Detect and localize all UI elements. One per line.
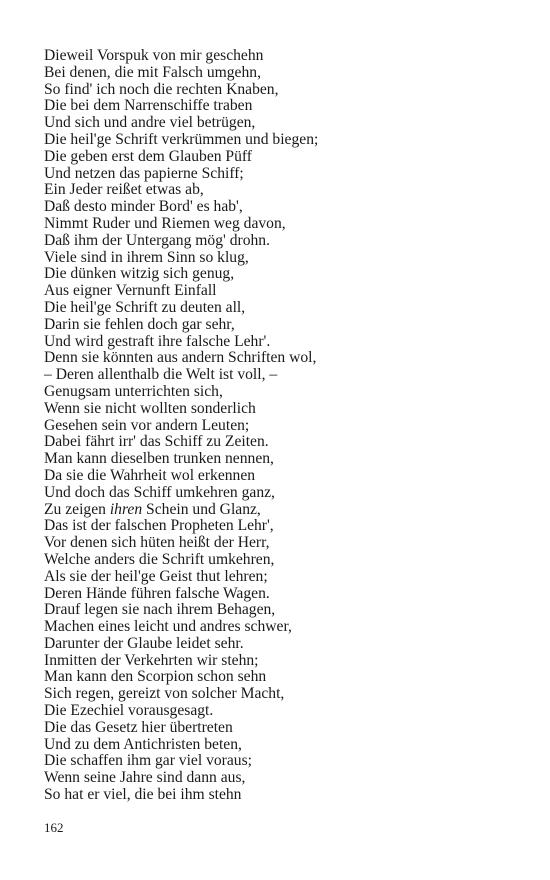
poem-line-text: Machen eines leicht und andres schwer, bbox=[44, 618, 292, 636]
page-number: 162 bbox=[44, 820, 64, 835]
poem-line-text: Genugsam unterrichten sich, bbox=[44, 382, 223, 400]
poem-line-text: Die Ezechiel vorausgesagt. bbox=[44, 702, 214, 720]
poem-line bbox=[44, 787, 514, 804]
poem-line bbox=[44, 266, 514, 283]
poem-line bbox=[44, 737, 514, 754]
poem-text bbox=[44, 48, 514, 804]
poem-line-text: Deren Hände führen falsche Wagen. bbox=[44, 584, 270, 602]
poem-line-text: Daß ihm der Untergang mög' drohn. bbox=[44, 231, 270, 249]
poem-line-text: Drauf legen sie nach ihrem Behagen, bbox=[44, 601, 276, 619]
poem-line-text: Das ist der falschen Propheten Lehr', bbox=[44, 517, 274, 535]
poem-line bbox=[44, 199, 514, 216]
poem-line-text: Und sich und andre viel betrügen, bbox=[44, 114, 256, 132]
poem-line bbox=[44, 166, 514, 183]
poem-line-text: Gesehen sein vor andern Leuten; bbox=[44, 416, 250, 434]
poem-line-text: Bei denen, die mit Falsch umgehn, bbox=[44, 63, 261, 81]
poem-line-text: Und zu dem Antichristen beten, bbox=[44, 735, 242, 753]
poem-line-text: Dabei fährt irr' das Schiff zu Zeiten. bbox=[44, 433, 269, 451]
poem-line bbox=[44, 502, 514, 519]
poem-line-text: Inmitten der Verkehrten wir stehn; bbox=[44, 651, 259, 669]
poem-line-text: Sich regen, gereizt von solcher Macht, bbox=[44, 685, 285, 703]
poem-line-text: Viele sind in ihrem Sinn so klug, bbox=[44, 248, 249, 266]
poem-line bbox=[44, 334, 514, 351]
poem-line-text: Wenn sie nicht wollten sonderlich bbox=[44, 399, 256, 417]
poem-line bbox=[44, 182, 514, 199]
poem-line bbox=[44, 569, 514, 586]
poem-line bbox=[44, 250, 514, 267]
poem-line-text: Man kann den Scorpion schon sehn bbox=[44, 668, 267, 686]
poem-line bbox=[44, 82, 514, 99]
poem-line bbox=[44, 753, 514, 770]
poem-line bbox=[44, 451, 514, 468]
poem-line bbox=[44, 300, 514, 317]
poem-line bbox=[44, 48, 514, 65]
poem-line bbox=[44, 720, 514, 737]
poem-line-text: Darunter der Glaube leidet sehr. bbox=[44, 634, 244, 652]
poem-line bbox=[44, 384, 514, 401]
poem-line-text: Und doch das Schiff umkehren ganz, bbox=[44, 483, 275, 501]
poem-line-text: Und netzen das papierne Schiff; bbox=[44, 164, 244, 182]
poem-line-text: Welche anders die Schrift umkehren, bbox=[44, 550, 275, 568]
poem-line-text: Die schaffen ihm gar viel voraus; bbox=[44, 752, 252, 770]
poem-line bbox=[44, 518, 514, 535]
poem-line-text: Die heil'ge Schrift zu deuten all, bbox=[44, 298, 246, 316]
poem-line-text: Ein Jeder reißet etwas ab, bbox=[44, 181, 204, 199]
poem-line-text: Die bei dem Narrenschiffe traben bbox=[44, 97, 253, 115]
poem-line-text: So hat er viel, die bei ihm stehn bbox=[44, 786, 242, 804]
poem-line bbox=[44, 468, 514, 485]
poem-line bbox=[44, 367, 514, 384]
poem-line bbox=[44, 586, 514, 603]
poem-line bbox=[44, 552, 514, 569]
poem-line bbox=[44, 65, 514, 82]
poem-line-text: Darin sie fehlen doch gar sehr, bbox=[44, 315, 235, 333]
poem-line-text: Nimmt Ruder und Riemen weg davon, bbox=[44, 214, 286, 232]
poem-line-text: Vor denen sich hüten heißt der Herr, bbox=[44, 534, 270, 552]
poem-line bbox=[44, 770, 514, 787]
poem-line-text: Schein und Glanz, bbox=[142, 500, 261, 518]
poem-line bbox=[44, 317, 514, 334]
poem-line-text: Die dünken witzig sich genug, bbox=[44, 265, 235, 283]
poem-line bbox=[44, 115, 514, 132]
poem-line bbox=[44, 434, 514, 451]
poem-line-text: Da sie die Wahrheit wol erkennen bbox=[44, 466, 256, 484]
poem-line-text: Und wird gestraft ihre falsche Lehr'. bbox=[44, 332, 271, 350]
poem-line-text: Daß desto minder Bord' es hab', bbox=[44, 198, 243, 216]
poem-line bbox=[44, 602, 514, 619]
poem-line-text: Denn sie könnten aus andern Schriften wol, bbox=[44, 349, 317, 367]
poem-line bbox=[44, 686, 514, 703]
poem-line bbox=[44, 401, 514, 418]
poem-line-text: Zu zeigen bbox=[44, 500, 110, 518]
poem-line bbox=[44, 636, 514, 653]
poem-line bbox=[44, 653, 514, 670]
poem-line-text: So find' ich noch die rechten Knaben, bbox=[44, 80, 279, 98]
poem-line-text: Die geben erst dem Glauben Püff bbox=[44, 147, 253, 165]
poem-line bbox=[44, 149, 514, 166]
poem-line-text: Dieweil Vorspuk von mir geschehn bbox=[44, 47, 264, 64]
poem-line bbox=[44, 669, 514, 686]
poem-line-text: – Deren allenthalb die Welt ist voll, – bbox=[44, 366, 278, 384]
poem-line bbox=[44, 485, 514, 502]
poem-line bbox=[44, 418, 514, 435]
poem-line bbox=[44, 233, 514, 250]
poem-line bbox=[44, 216, 514, 233]
poem-line-text: Wenn seine Jahre sind dann aus, bbox=[44, 769, 246, 787]
poem-line-text: Die das Gesetz hier übertreten bbox=[44, 718, 233, 736]
poem-line bbox=[44, 132, 514, 149]
poem-line bbox=[44, 535, 514, 552]
poem-line bbox=[44, 350, 514, 367]
poem-line-emphasis: ihren bbox=[109, 500, 143, 518]
poem-line bbox=[44, 619, 514, 636]
poem-line-text: Als sie der heil'ge Geist thut lehren; bbox=[44, 567, 268, 585]
poem-line bbox=[44, 98, 514, 115]
poem-line-text: Aus eigner Vernunft Einfall bbox=[44, 282, 217, 300]
poem-line bbox=[44, 703, 514, 720]
poem-line-text: Die heil'ge Schrift verkrümmen und biegen; bbox=[44, 130, 319, 148]
poem-line-text: Man kann dieselben trunken nennen, bbox=[44, 450, 274, 468]
poem-line bbox=[44, 283, 514, 300]
